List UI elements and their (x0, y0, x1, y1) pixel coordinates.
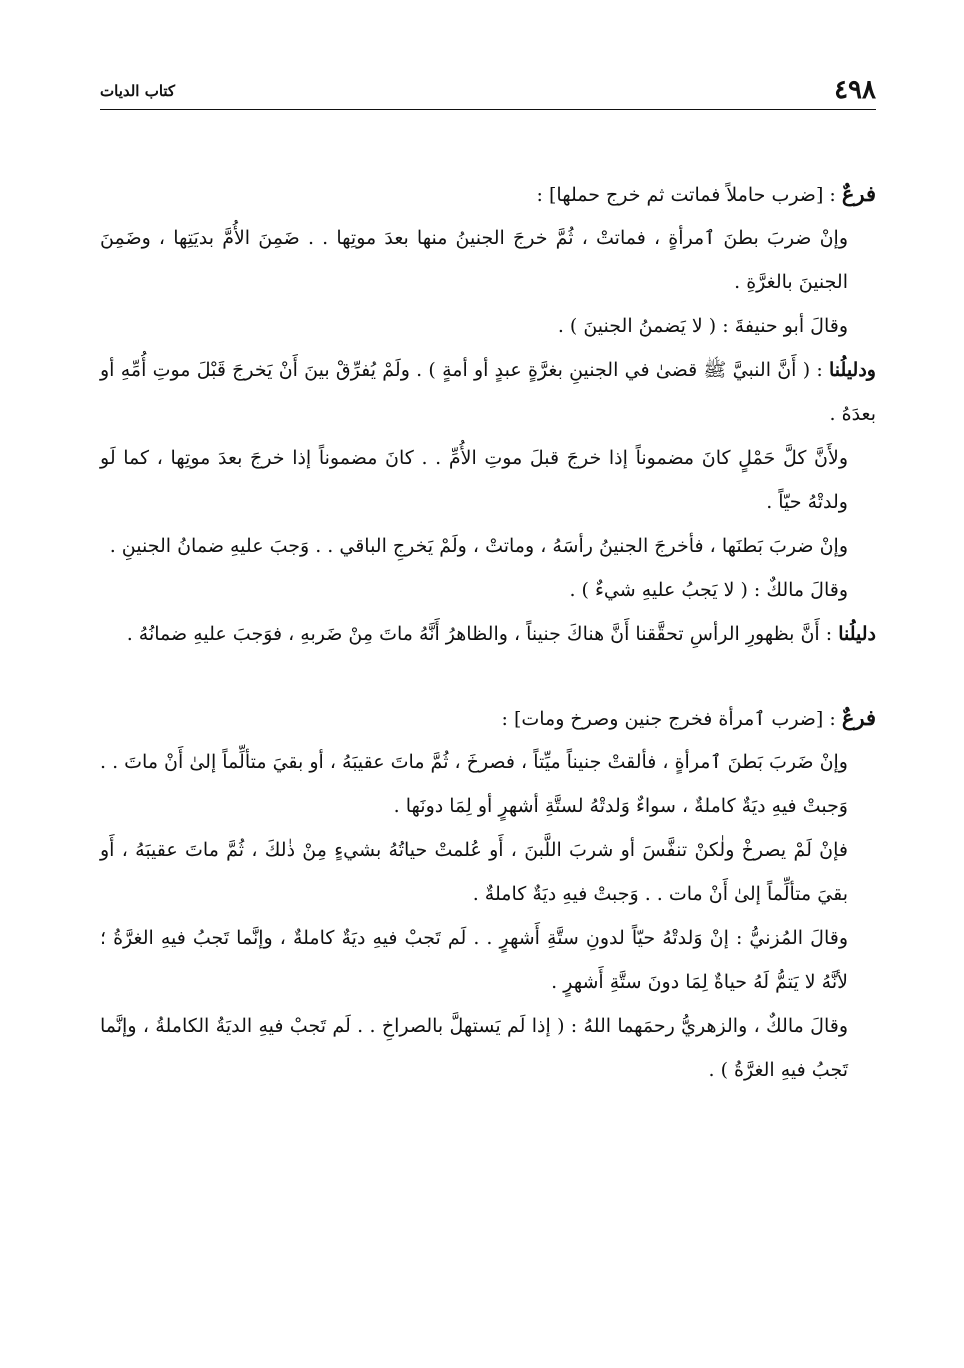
paragraph-text: وقالَ أبو حنيفةَ : ( لا يَضمنُ الجنينَ ) . (557, 315, 848, 337)
paragraph-text: وإنْ ضربَ بطنَ ٱمرأةٍ ، فماتتْ ، ثُمَّ خرجَ الجنينُ منها بعدَ موتِها . . ضَمِنَ الأُمَّ بديَتِها ، وضَمِنَ الجنينَ بالغرَّةِ . (100, 227, 848, 293)
paragraph (100, 1004, 876, 1092)
book-title: كتاب الديات (100, 82, 176, 100)
paragraph-text: : أَنَّ بظهورِ الرأسِ تحقَّقنا أَنَّ هناكَ جنيناً ، والظاهرُ أَنَّهُ ماتَ مِنْ ضَربهِ ، فوَجبَ عليهِ ضمانُهُ . (126, 623, 839, 645)
heading-label: فرعٌ (841, 181, 876, 206)
paragraph (100, 304, 876, 348)
paragraph-text: وقالَ مالكٌ : ( لا يَجبُ عليهِ شيءٌ ) . (569, 579, 848, 601)
page (100, 60, 876, 1132)
heading-label: فرعٌ (841, 705, 876, 730)
running-header (100, 60, 876, 110)
paragraph-text: وإنْ ضَربَ بَطنَ ٱمرأةٍ ، فألقتْ جنيناً ميِّتاً ، فصرخَ ، ثُمَّ ماتَ عقيبَهُ ، أو بقيَ متألِّماً إلىٰ أَنْ ماتَ . . وَجبتْ فيهِ ديَةٌ كاملةٌ ، سواءٌ وَلدتْهُ لستَّةِ أشهرٍ أو لِمَا دونَها . (100, 751, 848, 817)
paragraph (100, 916, 876, 1004)
section-heading (100, 172, 876, 216)
paragraph (100, 436, 876, 524)
paragraph (100, 740, 876, 828)
paragraph-text: فإنْ لَمْ يصرخْ ولٰكنْ تنفَّسَ أو شربَ اللَّبنَ ، أَو عُلمتْ حياتُهُ بشيءٍ مِنْ ذٰلكَ ، ثُمَّ ماتَ عقيبَهُ ، أَو بقيَ متألِّماً إلىٰ أَنْ مات . . وَجبتْ فيهِ ديَةٌ كاملةٌ . (100, 839, 848, 905)
section-heading (100, 696, 876, 740)
paragraph-text: وقالَ المُزنيُّ : إنْ وَلدتْهُ حيّاً لدونِ ستَّةِ أَشهرٍ . . لَم تَجبْ فيهِ ديَةٌ كاملةٌ ، وإنَّما تَجبُ فيهِ الغرَّةُ ؛ لأنَّهُ لا يَتمُّ لَهُ حياةٌ لِمَا دونَ ستَّةِ أَشهرٍ . (100, 927, 848, 993)
page-number: ٤٩٨ (834, 75, 876, 105)
paragraph-text: وإنْ ضربَ بَطنَها ، فأخرجَ الجنينُ رأسَهُ ، وماتتْ ، ولَمْ يَخرجِ الباقي . . وَجبَ عليهِ ضمانُ الجنينِ . (109, 535, 848, 557)
paragraph-lead: دليلُنا (838, 623, 876, 645)
paragraph (100, 524, 876, 568)
heading-text: : [ضرب ٱمرأة فخرج جنين وصرخ ومات] : (501, 708, 842, 730)
paragraph (100, 216, 876, 304)
page-content (100, 172, 876, 1092)
paragraph (100, 568, 876, 612)
paragraph (100, 348, 876, 436)
paragraph (100, 612, 876, 656)
paragraph-text: وقالَ مالكٌ ، والزهريُّ رحمَهما اللهُ : ( إذا لَم يَستهلَّ بالصراخِ . . لَم تَجبْ فيهِ الديَةُ الكاملةُ ، وإنَّما تَجبُ فيهِ الغرَّةُ ) . (100, 1015, 848, 1081)
heading-text: : [ضرب حاملاً فماتت ثم خرج حملها] : (536, 184, 842, 206)
paragraph-text: : ( أَنَّ النبيَّ ﷺ قضىٰ في الجنينِ بغرَّةٍ عبدٍ أو أمةٍ ) . ولَمْ يُفرِّقْ بينَ أَنْ يَخرجَ قَبْلَ موتِ أُمِّهِ أو بعدَهُ . (100, 359, 876, 425)
section-2 (100, 696, 876, 1092)
paragraph-text: ولأَنَّ كلَّ حَمْلٍ كانَ مضموناً إذا خرجَ قبلَ موتِ الأُمِّ . . كانَ مضموناً إذا خرجَ بعدَ موتِها ، كما لَو ولدتْهُ حيّاً . (100, 447, 848, 513)
paragraph (100, 828, 876, 916)
section-1 (100, 172, 876, 656)
paragraph-lead: ودليلُنا (829, 359, 876, 381)
